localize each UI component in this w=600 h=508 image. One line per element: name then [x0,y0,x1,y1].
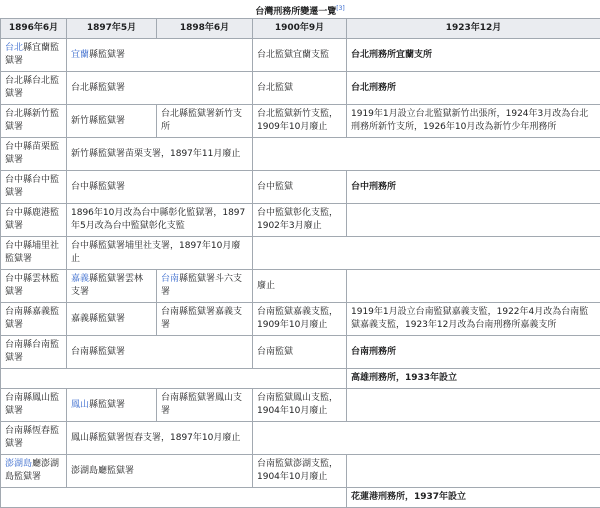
cell-text: 縣宜蘭監獄署 [5,43,59,66]
cell-text: 台中縣台中監獄署 [5,175,59,198]
place-link[interactable]: 澎湖島 [5,459,32,469]
table-cell [253,72,347,105]
table-cell [157,270,253,303]
header-1896: 1896年6月 [1,19,67,39]
cell-text: 1896年10月改為台中縣彰化監獄署，1897年5月改為台中監獄彰化支監 [71,208,245,231]
cell-text: 台中監獄 [257,182,293,192]
table-cell [1,72,67,105]
place-link[interactable]: 台南 [161,274,179,284]
cell-text: 新竹縣監獄署 [71,116,125,126]
table-cell [67,171,253,204]
table-cell [253,422,600,455]
cell-text: 台北縣新竹監獄署 [5,109,59,132]
table-cell [347,39,600,72]
table-cell [1,270,67,303]
cell-text: 嘉義縣監獄署 [71,314,125,324]
header-1898: 1898年6月 [157,19,253,39]
table-row [1,369,600,389]
table-cell [1,422,67,455]
cell-text: 縣監獄署 [89,50,125,60]
table-cell [1,171,67,204]
cell-text: 縣監獄署雲林支署 [71,274,143,297]
table-cell [347,303,600,336]
cell-text: 台中縣監獄署 [71,182,125,192]
table-cell [253,171,347,204]
table-cell [157,105,253,138]
table-cell [253,237,600,270]
table-cell [67,270,157,303]
cell-text: 台南縣嘉義監獄署 [5,307,59,330]
caption-title: 台灣刑務所變遷一覽 [255,7,336,17]
table-cell [1,336,67,369]
cell-text: 台南縣監獄署 [71,347,125,357]
table-cell [67,39,253,72]
table-cell [1,455,67,488]
cell-text: 台中監獄彰化支監，1902年3月廢止 [257,208,338,231]
cell-text: 台北監獄新竹支監，1909年10月廢止 [257,109,338,132]
cell-text: 新竹縣監獄署苗栗支署，1897年11月廢止 [71,149,240,159]
cell-text: 台南監獄澎湖支監，1904年10月廢止 [257,459,338,482]
table-cell [1,303,67,336]
table-cell [347,105,600,138]
table-row [1,389,600,422]
table-row [1,171,600,204]
table-row [1,39,600,72]
cell-text: 台中縣苗栗監獄署 [5,142,59,165]
table-row [1,422,600,455]
cell-text: 台南監獄鳳山支監，1904年10月廢止 [257,393,338,416]
table-cell [253,39,347,72]
table-cell [67,303,157,336]
table-cell [347,72,600,105]
table-cell [347,270,600,303]
table-cell [1,138,67,171]
table-cell [347,336,600,369]
place-link[interactable]: 台北 [5,43,23,53]
table-cell [1,237,67,270]
cell-text: 1919年1月設立台南監獄嘉義支監，1922年4月改為台南監獄嘉義支監，1923年12月改為台南刑務所嘉義支所 [351,307,588,330]
cell-text: 台北監獄宜蘭支監 [257,50,329,60]
cell-text: 台南監獄嘉義支監，1909年10月廢止 [257,307,338,330]
cell-text: 台南縣鳳山監獄署 [5,393,59,416]
cell-text: 花蓮港刑務所，1937年設立 [351,492,466,502]
cell-text: 台中縣監獄署埔里社支署，1897年10月廢止 [71,241,240,264]
cell-text: 1919年1月設立台北監獄新竹出張所，1924年3月改為台北刑務所新竹支所，1926年10月改為新竹少年刑務所 [351,109,588,132]
table-cell [347,389,600,422]
table-cell [67,138,253,171]
cell-text: 台南縣恆春監獄署 [5,426,59,449]
header-1897: 1897年5月 [67,19,157,39]
cell-text: 台北監獄 [257,83,293,93]
table-row [1,204,600,237]
cell-text: 廳澎湖島監獄署 [5,459,59,482]
cell-text: 台北縣台北監獄署 [5,76,59,99]
table-cell [1,105,67,138]
cell-text: 台中縣雲林監獄署 [5,274,59,297]
table-cell [253,204,347,237]
table-cell [67,237,253,270]
table-cell [253,270,347,303]
place-link[interactable]: 鳳山 [71,400,89,410]
table-cell [1,369,347,389]
table-row [1,138,600,171]
table-cell [253,138,600,171]
table-cell [67,336,253,369]
table-cell [347,369,600,389]
cell-text: 台中縣鹿港監獄署 [5,208,59,231]
cell-text: 縣監獄署 [89,400,125,410]
table-row [1,105,600,138]
table-body [1,39,600,508]
table-cell [253,389,347,422]
table-cell [67,72,253,105]
cell-text: 台中刑務所 [351,182,396,192]
table-cell [253,455,347,488]
table-cell [67,204,253,237]
table-cell [157,303,253,336]
table-cell [67,455,253,488]
table-cell [347,488,600,508]
table-cell [1,389,67,422]
cell-text: 台北縣監獄署新竹支所 [161,109,242,132]
header-1900: 1900年9月 [253,19,347,39]
cell-text: 台南縣台南監獄署 [5,340,59,363]
header-row [1,19,600,39]
table-row [1,237,600,270]
table-cell [347,204,600,237]
table-cell [67,422,253,455]
cell-text: 台北刑務所宜蘭支所 [351,50,432,60]
table-caption [0,0,600,18]
cell-text: 台南監獄 [257,347,293,357]
cell-text: 台北刑務所 [351,83,396,93]
cell-text: 台北縣監獄署 [71,83,125,93]
table-row [1,72,600,105]
table-cell [67,389,157,422]
table-cell [347,455,600,488]
table-cell [1,39,67,72]
table-cell [253,105,347,138]
place-link[interactable]: 宜蘭 [71,50,89,60]
cell-text: 鳳山縣監獄署恆春支署，1897年10月廢止 [71,433,240,443]
table-cell [1,204,67,237]
table-cell [253,336,347,369]
table-cell [67,105,157,138]
table-cell [347,171,600,204]
cell-text: 台南縣監獄署嘉義支署 [161,307,242,330]
table-row [1,336,600,369]
table-row [1,455,600,488]
table-cell [157,389,253,422]
table-cell [253,303,347,336]
table-row [1,270,600,303]
cell-text: 台南刑務所 [351,347,396,357]
prison-history-table [0,18,600,508]
table-row [1,488,600,508]
table-cell [1,488,347,508]
place-link[interactable]: 嘉義 [71,274,89,284]
cell-text: 廢止 [257,281,275,291]
cell-text: 台南縣監獄署鳳山支署 [161,393,242,416]
cell-text: 縣監獄署斗六支署 [161,274,242,297]
header-1923: 1923年12月 [347,19,600,39]
reference-link[interactable]: [3] [336,5,345,12]
cell-text: 台中縣埔里社監獄署 [5,241,59,264]
cell-text: 澎湖島廳監獄署 [71,466,134,476]
cell-text: 高雄刑務所，1933年設立 [351,373,457,383]
table-row [1,303,600,336]
